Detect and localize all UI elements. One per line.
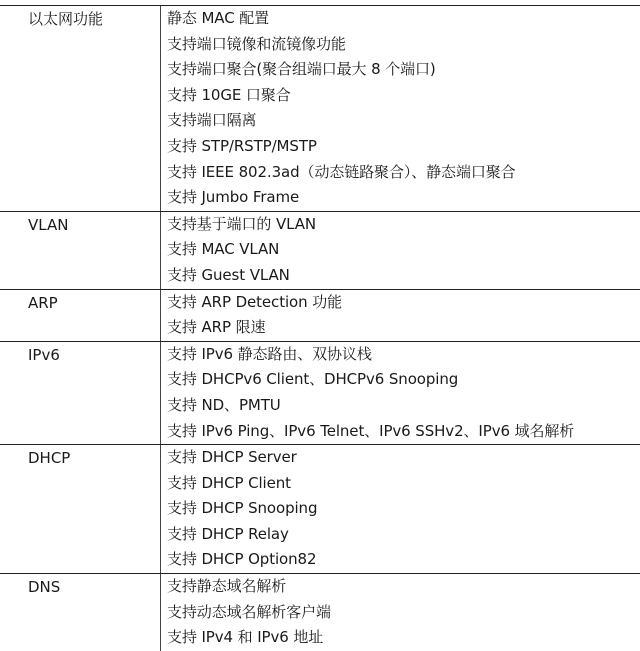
feature-item: 支持 ND、PMTU	[167, 395, 281, 414]
feature-item: 支持 Guest VLAN	[167, 265, 290, 284]
feature-list	[161, 574, 640, 651]
feature-item: 支持 Jumbo Frame	[167, 188, 300, 207]
feature-item: 支持 MAC VLAN	[167, 240, 280, 259]
category-label: DNS	[0, 574, 161, 651]
spec-table	[0, 5, 640, 651]
feature-item: 支持端口聚合(聚合组端口最大 8 个端口)	[167, 60, 436, 79]
feature-item: 支持动态域名解析客户端	[167, 602, 331, 621]
spec-group-dns	[0, 573, 640, 651]
spec-group-dhcp	[0, 444, 640, 573]
category-label: ARP	[0, 290, 161, 341]
feature-item: 支持 STP/RSTP/MSTP	[167, 136, 317, 155]
feature-item: 支持 10GE 口聚合	[167, 85, 291, 104]
feature-item: 支持端口隔离	[167, 111, 257, 130]
feature-item: 支持 DHCP Snooping	[167, 499, 318, 518]
feature-item: 支持 IPv6 Ping、IPv6 Telnet、IPv6 SSHv2、IPv6 域名解析	[167, 421, 575, 440]
feature-item: 支持静态域名解析	[167, 577, 287, 596]
feature-item: 支持 IEEE 802.3ad（动态链路聚合）、静态端口聚合	[167, 162, 516, 181]
feature-item: 支持 IPv4 和 IPv6 地址	[167, 628, 324, 647]
category-label: DHCP	[0, 445, 161, 573]
feature-item: 支持 DHCP Server	[167, 448, 297, 467]
feature-list	[161, 445, 640, 573]
feature-item: 支持 DHCP Client	[167, 473, 291, 492]
feature-list	[161, 290, 640, 341]
feature-item: 支持基于端口的 VLAN	[167, 214, 317, 233]
category-label: IPv6	[0, 342, 161, 444]
category-label: 以太网功能	[0, 6, 161, 211]
feature-item: 静态 MAC 配置	[167, 9, 270, 27]
feature-item: 支持 ARP 限速	[167, 318, 266, 337]
feature-list	[161, 212, 640, 289]
feature-item: 支持 ARP Detection 功能	[167, 292, 343, 311]
feature-item: 支持 DHCP Relay	[167, 524, 289, 543]
feature-item: 支持 DHCP Option82	[167, 550, 317, 569]
spec-group-vlan	[0, 211, 640, 289]
feature-item: 支持端口镜像和流镜像功能	[167, 34, 346, 53]
spec-group-ipv6	[0, 341, 640, 444]
feature-list	[161, 6, 640, 211]
spec-group--	[0, 5, 640, 211]
feature-item: 支持 DHCPv6 Client、DHCPv6 Snooping	[167, 370, 459, 389]
feature-item: 支持 IPv6 静态路由、双协议栈	[167, 344, 372, 363]
feature-list	[161, 342, 640, 444]
category-label: VLAN	[0, 212, 161, 289]
spec-group-arp	[0, 289, 640, 341]
